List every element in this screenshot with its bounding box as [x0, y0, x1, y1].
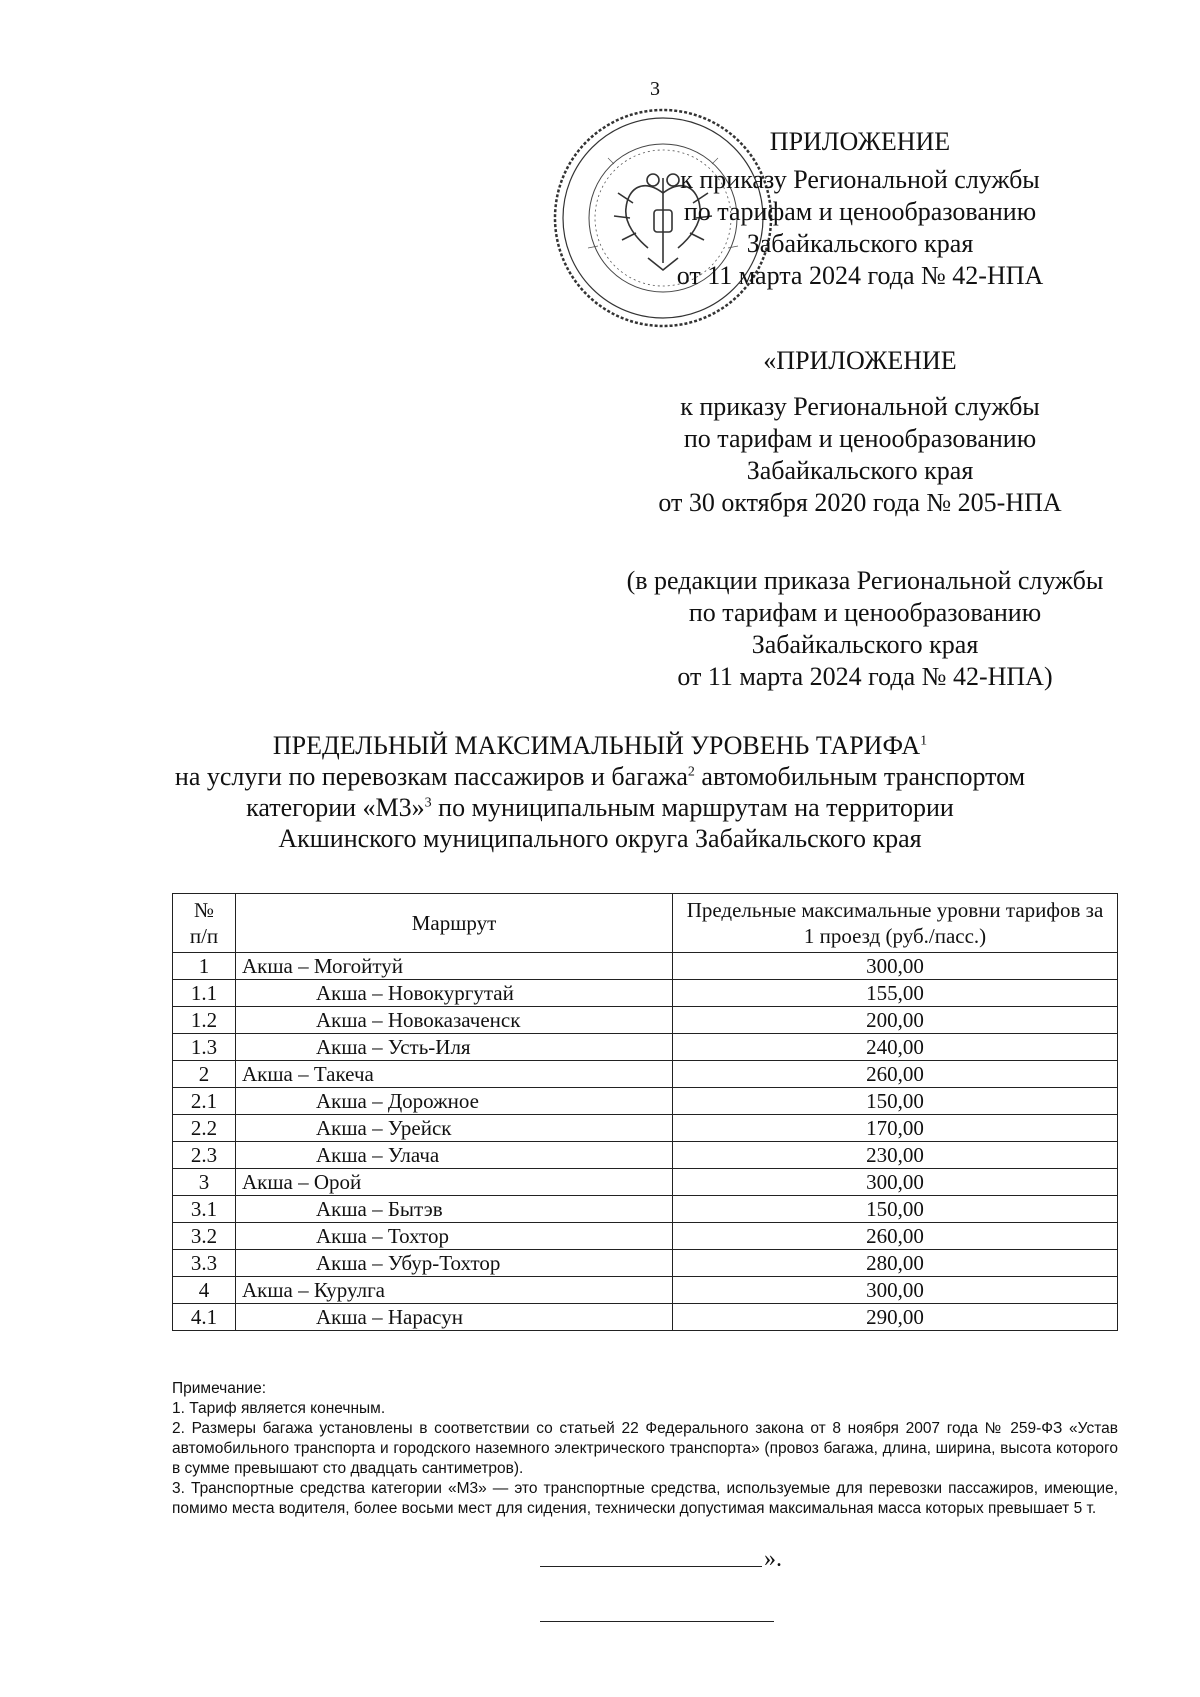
row-route: Акша – Новокургутай — [236, 980, 673, 1007]
appendix-header — [620, 126, 1100, 292]
row-number: 1.2 — [173, 1007, 236, 1034]
row-tariff: 280,00 — [673, 1250, 1118, 1277]
quoted-appendix-line: от 30 октября 2020 года № 205-НПА — [658, 488, 1062, 517]
appendix-title: ПРИЛОЖЕНИЕ — [769, 127, 951, 156]
table-row — [173, 1061, 1118, 1088]
page-number: 3 — [650, 78, 660, 100]
row-number: 3.1 — [173, 1196, 236, 1223]
row-number: 1.1 — [173, 980, 236, 1007]
appendix-line: Забайкальского края — [746, 229, 974, 258]
row-tariff: 240,00 — [673, 1034, 1118, 1061]
quoted-appendix-header — [620, 345, 1100, 519]
row-number: 2.3 — [173, 1142, 236, 1169]
quoted-appendix-title: «ПРИЛОЖЕНИЕ — [763, 346, 957, 375]
row-route: Акша – Урейск — [236, 1115, 673, 1142]
table-row — [173, 1088, 1118, 1115]
row-tariff: 300,00 — [673, 1277, 1118, 1304]
quoted-appendix-line: к приказу Региональной службы — [680, 392, 1040, 421]
row-number: 4.1 — [173, 1304, 236, 1331]
title-line-1: ПРЕДЕЛЬНЫЙ МАКСИМАЛЬНЫЙ УРОВЕНЬ ТАРИФА$^1$ — [272, 731, 928, 760]
row-number: 2.2 — [173, 1115, 236, 1142]
table-row — [173, 980, 1118, 1007]
note-item: 1. Тариф является конечным. — [172, 1400, 386, 1417]
row-tariff: 260,00 — [673, 1061, 1118, 1088]
row-tariff: 300,00 — [673, 1169, 1118, 1196]
note-item: 3. Транспортные средства категории «М3» — это транспортные средства, используемые для перевозки пассажиров, имеющие, помимо места водителя, более восьми мест для сидения, технически допустимая максимальная масса которых превышает 5 т. — [172, 1480, 1118, 1517]
row-number: 2 — [173, 1061, 236, 1088]
revision-line: от 11 марта 2024 года № 42-НПА) — [677, 662, 1053, 691]
table-row — [173, 953, 1118, 980]
revision-note — [600, 565, 1130, 693]
quoted-appendix-line: по тарифам и ценообразованию — [683, 424, 1037, 453]
header-route: Маршрут — [236, 894, 673, 953]
row-route: Акша – Новоказаченск — [236, 1007, 673, 1034]
table-row — [173, 1304, 1118, 1331]
table-row — [173, 1034, 1118, 1061]
row-number: 1.3 — [173, 1034, 236, 1061]
row-number: 2.1 — [173, 1088, 236, 1115]
row-route: Акша – Тохтор — [236, 1223, 673, 1250]
row-route: Акша – Бытэв — [236, 1196, 673, 1223]
row-route: Акша – Улача — [236, 1142, 673, 1169]
row-route: Акша – Такеча — [236, 1061, 673, 1088]
row-tariff: 300,00 — [673, 953, 1118, 980]
title-line-2: на услуги по перевозкам пассажиров и багажа$^2$ автомобильным транспортом — [174, 762, 1026, 791]
tariff-table-body — [173, 953, 1118, 1331]
table-row — [173, 1250, 1118, 1277]
row-tariff: 290,00 — [673, 1304, 1118, 1331]
row-route: Акша – Нарасун — [236, 1304, 673, 1331]
footnote-ref: 2 — [687, 764, 695, 780]
title-line-3: категории «М3»$^3$ по муниципальным маршрутам на территории — [246, 793, 954, 822]
table-header-row — [173, 894, 1118, 953]
table-row — [173, 1142, 1118, 1169]
row-tariff: 150,00 — [673, 1088, 1118, 1115]
revision-line: Забайкальского края — [751, 630, 979, 659]
row-tariff: 170,00 — [673, 1115, 1118, 1142]
header-tariff: Предельные максимальные уровни тарифов за 1 проезд (руб./пасс.) — [673, 894, 1118, 953]
table-row — [173, 1277, 1118, 1304]
row-route: Акша – Убур-Тохтор — [236, 1250, 673, 1277]
end-rule — [540, 1621, 774, 1622]
closing-quote-mark: ». — [764, 1546, 782, 1572]
row-number: 1 — [173, 953, 236, 980]
row-tariff: 155,00 — [673, 980, 1118, 1007]
appendix-line: по тарифам и ценообразованию — [683, 197, 1037, 226]
table-row — [173, 1007, 1118, 1034]
footnote-ref: 3 — [424, 795, 432, 811]
row-route: Акша – Курулга — [236, 1277, 673, 1304]
notes-heading: Примечание: — [172, 1380, 267, 1397]
footnote-ref: 1 — [920, 733, 928, 749]
document-title — [120, 730, 1080, 854]
note-item: 2. Размеры багажа установлены в соответствии со статьей 22 Федерального закона от 8 ноября 2007 года № 259-ФЗ «Устав автомобильного транспорта и городского наземного электрического транспорта» (провоз багажа, длина, ширина, высота которого в сумме превышают сто двадцать сантиметров). — [172, 1420, 1118, 1477]
row-number: 4 — [173, 1277, 236, 1304]
revision-line: по тарифам и ценообразованию — [688, 598, 1042, 627]
notes-section — [172, 1379, 1118, 1519]
appendix-line: к приказу Региональной службы — [680, 165, 1040, 194]
row-route: Акша – Дорожное — [236, 1088, 673, 1115]
table-row — [173, 1196, 1118, 1223]
row-route: Акша – Могойтуй — [236, 953, 673, 980]
header-number: № п/п — [173, 894, 236, 953]
row-tariff: 230,00 — [673, 1142, 1118, 1169]
row-route: Акша – Усть-Иля — [236, 1034, 673, 1061]
row-number: 3.2 — [173, 1223, 236, 1250]
tariff-table — [172, 893, 1118, 1331]
row-number: 3.3 — [173, 1250, 236, 1277]
row-tariff: 260,00 — [673, 1223, 1118, 1250]
title-line-4: Акшинского муниципального округа Забайкальского края — [278, 824, 922, 853]
row-route: Акша – Орой — [236, 1169, 673, 1196]
table-row — [173, 1169, 1118, 1196]
table-row — [173, 1223, 1118, 1250]
table-row — [173, 1115, 1118, 1142]
closing-rule — [540, 1566, 762, 1567]
row-tariff: 150,00 — [673, 1196, 1118, 1223]
quoted-appendix-line: Забайкальского края — [746, 456, 974, 485]
appendix-line: от 11 марта 2024 года № 42-НПА — [676, 261, 1044, 290]
revision-line: (в редакции приказа Региональной службы — [626, 566, 1104, 595]
row-tariff: 200,00 — [673, 1007, 1118, 1034]
row-number: 3 — [173, 1169, 236, 1196]
